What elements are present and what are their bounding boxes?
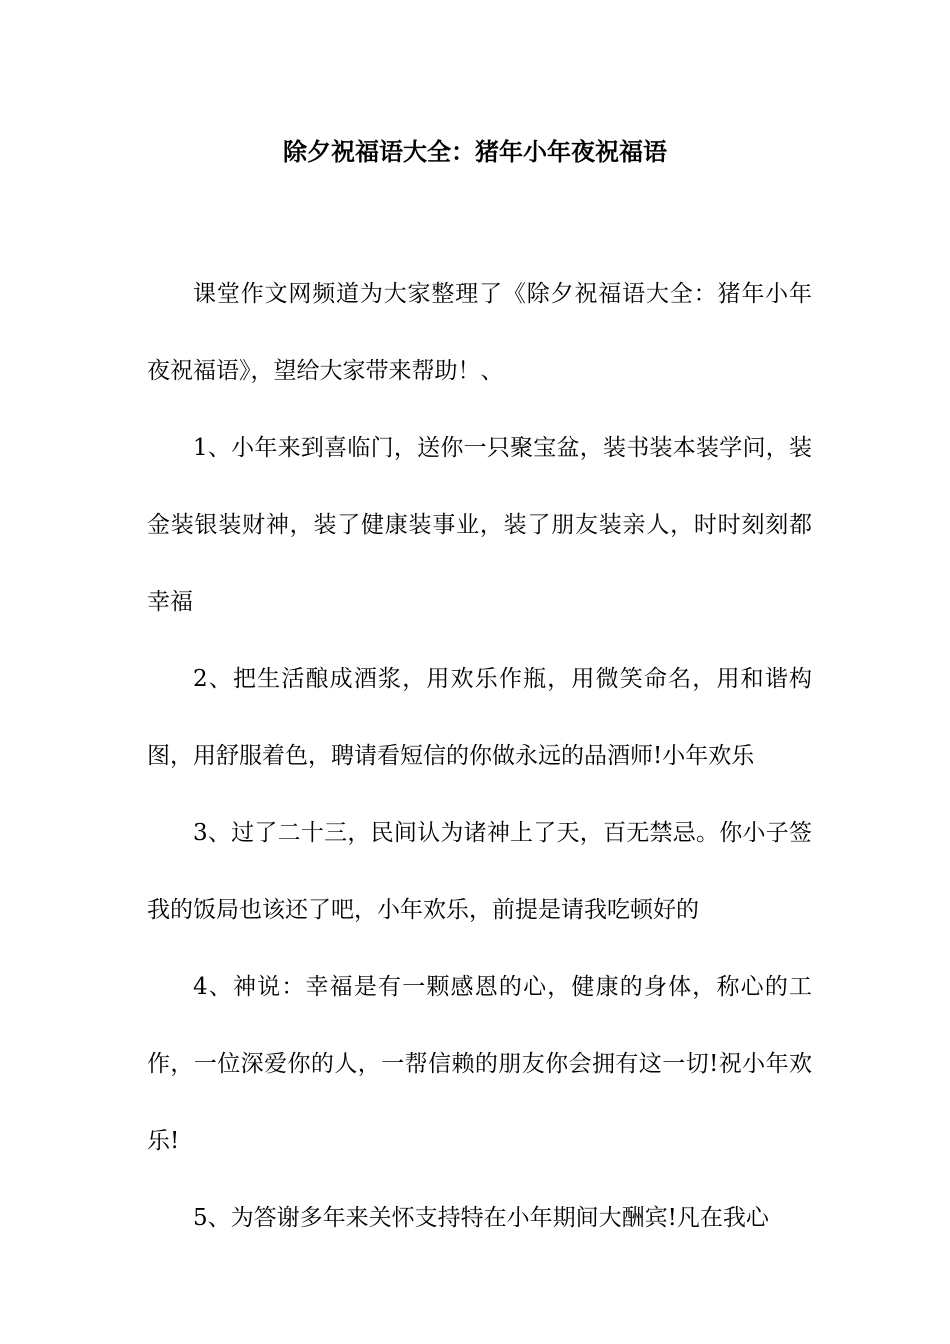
paragraph-4: 4、神说：幸福是有一颗感恩的心，健康的身体，称心的工作，一位深爱你的人，一帮信赖的朋友你会拥有这一切!祝小年欢乐!	[147, 974, 812, 1154]
paragraph-5: 5、为答谢多年来关怀支持特在小年期间大酬宾!凡在我心	[193, 1205, 769, 1231]
paragraph-1: 1、小年来到喜临门，送你一只聚宝盆，装书装本装学问，装金装银装财神，装了健康装事业，装了朋友装亲人，时时刻刻都幸福	[147, 435, 812, 615]
document-title: 除夕祝福语大全：猪年小年夜祝福语	[283, 138, 667, 166]
paragraph-2: 2、把生活酿成酒浆，用欢乐作瓶，用微笑命名，用和谐构图，用舒服着色，聘请看短信的你做永远的品酒师!小年欢乐	[147, 666, 812, 769]
document-body	[147, 256, 812, 1257]
paragraph-intro: 课堂作文网频道为大家整理了《除夕祝福语大全：猪年小年夜祝福语》，望给大家带来帮助！、	[147, 281, 812, 384]
paragraph-3: 3、过了二十三，民间认为诸神上了天，百无禁忌。你小子签我的饭局也该还了吧，小年欢乐，前提是请我吃顿好的	[147, 820, 812, 923]
